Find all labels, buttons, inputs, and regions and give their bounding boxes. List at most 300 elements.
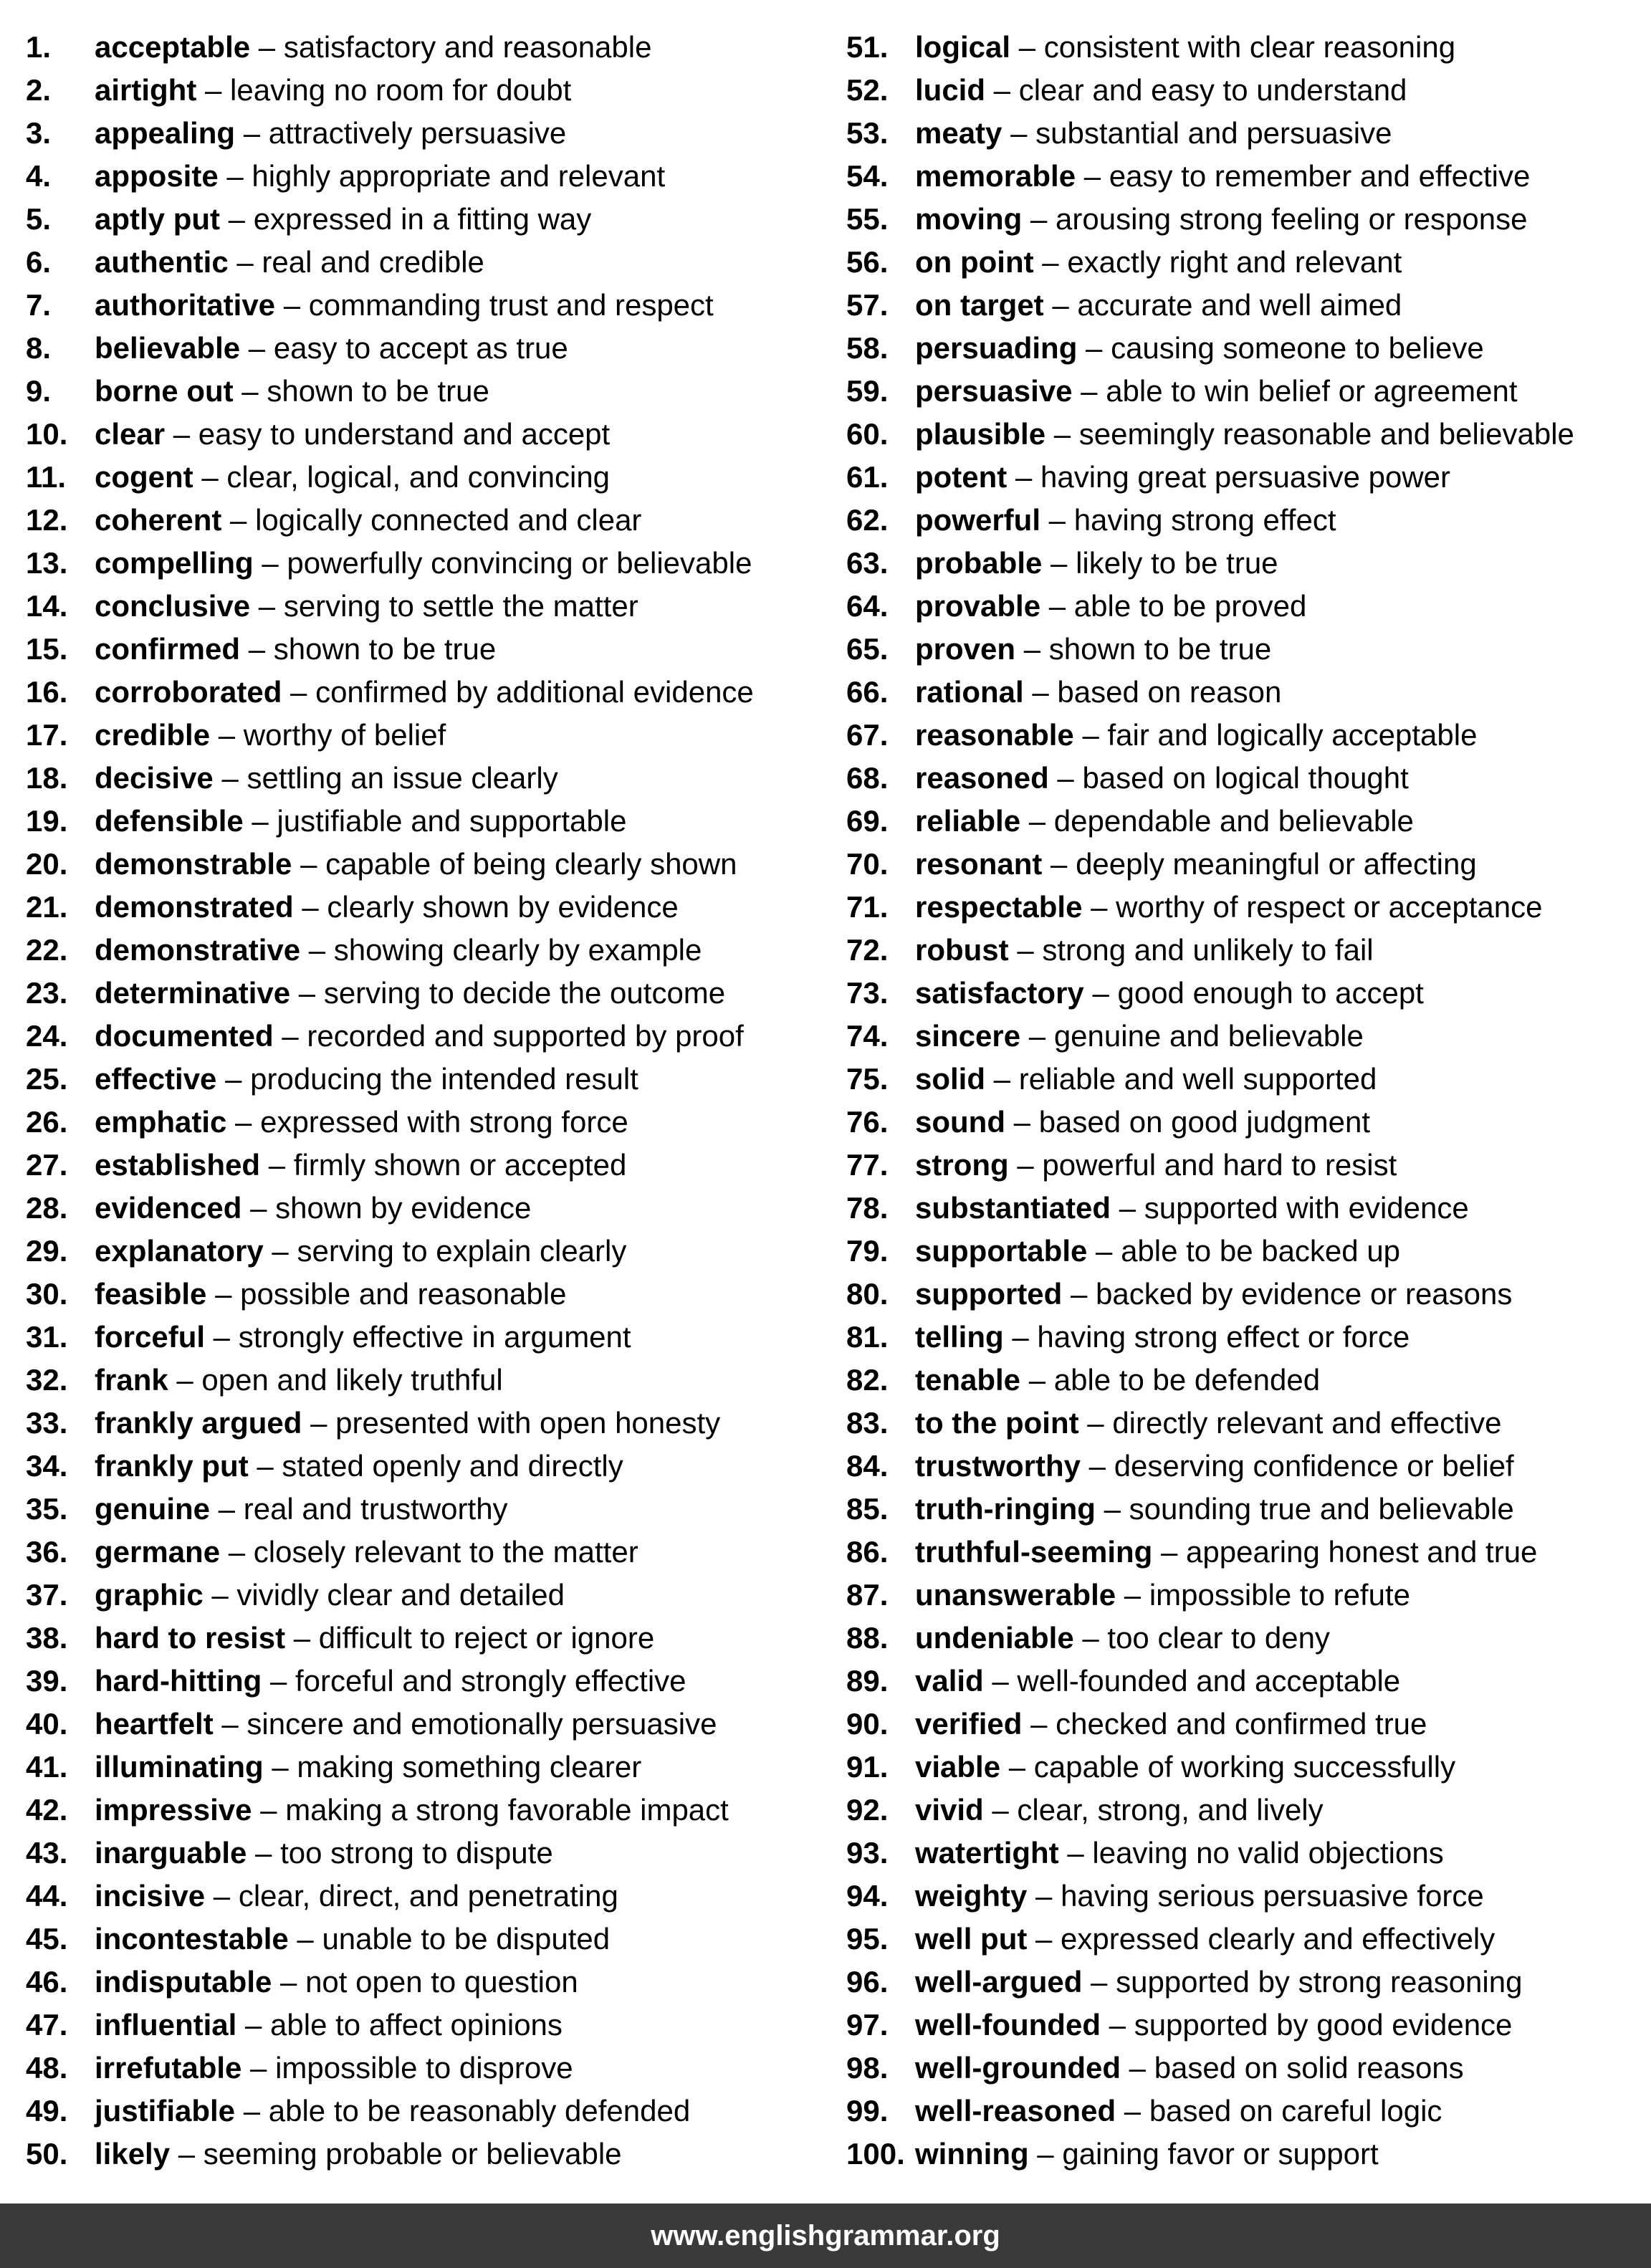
item-separator: – <box>1062 1277 1096 1311</box>
item-separator: – <box>1058 1836 1093 1870</box>
item-number: 23. <box>26 976 68 1010</box>
list-item <box>846 714 1642 757</box>
item-word: clear <box>95 417 166 451</box>
item-definition: strong and unlikely to fail <box>1042 933 1374 967</box>
item-number: 47. <box>26 2008 68 2042</box>
item-separator: – <box>1083 976 1118 1010</box>
item-definition: possible and reasonable <box>240 1277 567 1311</box>
item-text <box>915 972 1424 1015</box>
list-item <box>26 1789 821 1832</box>
list-item <box>26 2004 821 2047</box>
item-separator: – <box>253 546 287 580</box>
item-separator: – <box>226 1105 261 1139</box>
item-number: 28. <box>26 1191 68 1225</box>
list-item <box>26 1230 821 1273</box>
item-definition: powerfully convincing or believable <box>287 546 752 580</box>
item-number: 62. <box>846 503 889 537</box>
item-separator: – <box>1040 589 1074 623</box>
item-number: 16. <box>26 675 68 709</box>
list-item <box>26 1402 821 1445</box>
item-word: appealing <box>95 116 236 150</box>
item-text <box>915 413 1574 456</box>
list-item <box>846 2133 1642 2176</box>
item-separator: – <box>1003 1320 1038 1354</box>
item-word: tenable <box>915 1363 1021 1397</box>
item-number: 26. <box>26 1105 68 1139</box>
item-separator: – <box>1020 1019 1054 1053</box>
item-text <box>95 972 725 1015</box>
item-word: determinative <box>95 976 291 1010</box>
item-word: satisfactory <box>915 976 1084 1010</box>
list-item <box>26 1058 821 1101</box>
item-text <box>915 1875 1484 1918</box>
item-definition: worthy of belief <box>243 718 446 752</box>
item-word: influential <box>95 2008 237 2042</box>
item-definition: sounding true and believable <box>1129 1492 1514 1526</box>
item-word: proven <box>915 632 1016 666</box>
item-number: 73. <box>846 976 889 1010</box>
item-text <box>95 843 737 886</box>
item-definition: supported by good evidence <box>1134 2008 1513 2042</box>
item-number: 9. <box>26 374 52 408</box>
list-item <box>846 1617 1642 1660</box>
item-number: 25. <box>26 1062 68 1096</box>
item-word: truth-ringing <box>915 1492 1096 1526</box>
item-number: 98. <box>846 2051 889 2085</box>
item-definition: checked and confirmed true <box>1056 1707 1427 1741</box>
list-item <box>26 757 821 800</box>
item-definition: dependable and believable <box>1053 804 1414 838</box>
item-definition: based on careful logic <box>1149 2094 1442 2128</box>
item-number: 5. <box>26 202 52 236</box>
item-word: powerful <box>915 503 1040 537</box>
item-definition: clear and easy to understand <box>1018 73 1407 107</box>
list-item <box>846 1531 1642 1574</box>
item-separator: – <box>221 503 256 537</box>
list-item <box>26 2047 821 2090</box>
item-text <box>95 1789 729 1832</box>
item-text <box>95 198 591 241</box>
item-definition: able to win belief or agreement <box>1106 374 1518 408</box>
item-word: effective <box>95 1062 217 1096</box>
item-text <box>915 1058 1377 1101</box>
item-text <box>95 241 484 284</box>
item-word: established <box>95 1148 261 1182</box>
list-item <box>846 1574 1642 1617</box>
item-number: 14. <box>26 589 68 623</box>
item-word: meaty <box>915 116 1002 150</box>
item-number: 82. <box>846 1363 889 1397</box>
item-number: 2. <box>26 73 52 107</box>
item-separator: – <box>1020 804 1054 838</box>
list-item <box>846 413 1642 456</box>
item-number: 57. <box>846 288 889 322</box>
list-item <box>26 499 821 542</box>
item-word: provable <box>915 589 1041 623</box>
item-number: 77. <box>846 1148 889 1182</box>
item-number: 43. <box>26 1836 68 1870</box>
list-item <box>26 714 821 757</box>
item-word: moving <box>915 202 1023 236</box>
list-item <box>846 327 1642 370</box>
footer-website-link[interactable]: www.englishgrammar.org <box>651 2219 1000 2252</box>
item-text <box>95 628 496 671</box>
item-definition: appearing honest and true <box>1186 1535 1538 1569</box>
item-definition: confirmed by additional evidence <box>315 675 754 709</box>
item-text <box>95 1746 641 1789</box>
item-word: aptly put <box>95 202 220 236</box>
list-item <box>846 1359 1642 1402</box>
item-word: coherent <box>95 503 222 537</box>
item-text <box>95 2090 690 2133</box>
item-separator: – <box>170 2137 204 2171</box>
item-number: 48. <box>26 2051 68 2085</box>
item-word: incontestable <box>95 1922 289 1956</box>
item-number: 21. <box>26 890 68 924</box>
item-definition: leaving no valid objections <box>1092 1836 1444 1870</box>
item-word: verified <box>915 1707 1023 1741</box>
item-text <box>95 2004 563 2047</box>
item-text <box>915 2133 1379 2176</box>
item-separator: – <box>1116 1578 1149 1612</box>
list-item <box>26 929 821 972</box>
item-word: persuasive <box>915 374 1073 408</box>
item-definition: causing someone to believe <box>1111 331 1484 365</box>
item-definition: impossible to refute <box>1149 1578 1410 1612</box>
item-definition: presented with open honesty <box>335 1406 721 1440</box>
item-number: 60. <box>846 417 889 451</box>
item-separator: – <box>213 761 247 795</box>
item-definition: justifiable and supportable <box>277 804 627 838</box>
item-text <box>95 757 558 800</box>
item-number: 58. <box>846 331 889 365</box>
list-item <box>26 1832 821 1875</box>
item-number: 70. <box>846 847 889 881</box>
item-separator: – <box>205 1879 239 1913</box>
item-word: irrefutable <box>95 2051 242 2085</box>
item-separator: – <box>260 1148 294 1182</box>
item-text <box>95 1316 631 1359</box>
item-definition: closely relevant to the matter <box>253 1535 638 1569</box>
item-definition: sincere and emotionally persuasive <box>247 1707 717 1741</box>
item-definition: serving to explain clearly <box>297 1234 627 1268</box>
item-separator: – <box>1015 632 1049 666</box>
item-number: 74. <box>846 1019 889 1053</box>
item-number: 42. <box>26 1793 68 1827</box>
item-number: 33. <box>26 1406 68 1440</box>
item-word: well-grounded <box>915 2051 1121 2085</box>
item-separator: – <box>292 847 326 881</box>
item-definition: arousing strong feeling or response <box>1056 202 1528 236</box>
item-word: supported <box>915 1277 1063 1311</box>
item-definition: backed by evidence or reasons <box>1096 1277 1513 1311</box>
item-word: substantiated <box>915 1191 1111 1225</box>
item-text <box>915 1445 1514 1488</box>
item-number: 85. <box>846 1492 889 1526</box>
item-definition: having strong effect or force <box>1037 1320 1410 1354</box>
item-number: 75. <box>846 1062 889 1096</box>
item-definition: expressed in a fitting way <box>253 202 592 236</box>
item-word: illuminating <box>95 1750 264 1784</box>
item-definition: capable of being clearly shown <box>325 847 737 881</box>
item-number: 20. <box>26 847 68 881</box>
item-number: 52. <box>846 73 889 107</box>
item-definition: difficult to reject or ignore <box>318 1621 655 1655</box>
item-definition: unable to be disputed <box>322 1922 611 1956</box>
item-definition: based on solid reasons <box>1154 2051 1464 2085</box>
item-text <box>95 413 610 456</box>
item-text <box>95 1660 686 1703</box>
item-word: forceful <box>95 1320 206 1354</box>
item-separator: – <box>220 1535 254 1569</box>
list-item <box>26 1660 821 1703</box>
item-text <box>95 370 489 413</box>
list-item <box>846 1101 1642 1144</box>
item-word: sincere <box>915 1019 1021 1053</box>
item-definition: recorded and supported by proof <box>307 1019 744 1053</box>
item-separator: – <box>1028 2137 1063 2171</box>
list-item <box>26 2090 821 2133</box>
item-separator: – <box>263 1234 297 1268</box>
item-definition: based on reason <box>1057 675 1282 709</box>
item-number: 24. <box>26 1019 68 1053</box>
item-text <box>915 929 1374 972</box>
item-text <box>95 585 638 628</box>
item-separator: – <box>247 1836 281 1870</box>
item-definition: gaining favor or support <box>1062 2137 1379 2171</box>
list-item <box>846 800 1642 843</box>
item-text <box>95 284 714 327</box>
list-item <box>846 1445 1642 1488</box>
item-number: 41. <box>26 1750 68 1784</box>
item-text <box>915 1015 1364 1058</box>
item-number: 50. <box>26 2137 68 2171</box>
item-word: undeniable <box>915 1621 1074 1655</box>
list-item <box>26 800 821 843</box>
list-item <box>26 1144 821 1187</box>
list-item <box>846 1488 1642 1531</box>
item-definition: clear, strong, and lively <box>1017 1793 1324 1827</box>
item-word: strong <box>915 1148 1009 1182</box>
item-number: 6. <box>26 245 52 279</box>
item-number: 37. <box>26 1578 68 1612</box>
list-item <box>846 112 1642 155</box>
item-text <box>915 1531 1537 1574</box>
item-word: defensible <box>95 804 244 838</box>
item-number: 78. <box>846 1191 889 1225</box>
item-number: 64. <box>846 589 889 623</box>
item-separator: – <box>272 1965 306 1999</box>
item-text <box>915 1918 1495 1961</box>
item-word: weighty <box>915 1879 1028 1913</box>
item-number: 67. <box>846 718 889 752</box>
item-separator: – <box>1078 1406 1113 1440</box>
item-word: airtight <box>95 73 197 107</box>
item-number: 13. <box>26 546 68 580</box>
list-item <box>26 1273 821 1316</box>
item-definition: seeming probable or believable <box>203 2137 622 2171</box>
item-text <box>915 628 1271 671</box>
list-item <box>846 1832 1642 1875</box>
item-word: evidenced <box>95 1191 242 1225</box>
list-item <box>846 2090 1642 2133</box>
item-separator: – <box>210 718 244 752</box>
item-word: robust <box>915 933 1009 967</box>
item-word: unanswerable <box>915 1578 1116 1612</box>
list-item <box>26 1359 821 1402</box>
item-word: persuading <box>915 331 1078 365</box>
item-text <box>915 843 1477 886</box>
item-definition: easy to accept as true <box>273 331 568 365</box>
item-number: 63. <box>846 546 889 580</box>
item-separator: – <box>1022 202 1056 236</box>
item-separator: – <box>273 1019 307 1053</box>
item-definition: having strong effect <box>1073 503 1336 537</box>
item-number: 87. <box>846 1578 889 1612</box>
item-number: 29. <box>26 1234 68 1268</box>
item-separator: – <box>196 73 231 107</box>
item-word: apposite <box>95 159 219 193</box>
list-item <box>26 155 821 198</box>
item-separator: – <box>233 374 267 408</box>
list-item <box>846 671 1642 714</box>
item-text <box>915 1316 1410 1359</box>
item-text <box>915 2047 1464 2090</box>
item-word: borne out <box>95 374 234 408</box>
item-text <box>915 2004 1512 2047</box>
item-number: 99. <box>846 2094 889 2128</box>
item-word: decisive <box>95 761 214 795</box>
item-word: on point <box>915 245 1034 279</box>
item-number: 11. <box>26 460 67 494</box>
list-item <box>846 1015 1642 1058</box>
item-number: 10. <box>26 417 68 451</box>
item-word: hard-hitting <box>95 1664 262 1698</box>
item-text <box>95 1961 578 2004</box>
item-separator: – <box>1027 1922 1061 1956</box>
item-text <box>915 542 1278 585</box>
item-number: 86. <box>846 1535 889 1569</box>
item-number: 71. <box>846 890 889 924</box>
item-separator: – <box>220 202 254 236</box>
item-definition: shown by evidence <box>275 1191 532 1225</box>
item-separator: – <box>203 1578 237 1612</box>
list-item <box>846 2004 1642 2047</box>
item-word: respectable <box>915 890 1083 924</box>
item-definition: forceful and strongly effective <box>295 1664 686 1698</box>
item-word: sound <box>915 1105 1005 1139</box>
item-word: justifiable <box>95 2094 236 2128</box>
item-number: 22. <box>26 933 68 967</box>
item-definition: serving to decide the outcome <box>323 976 726 1010</box>
item-number: 80. <box>846 1277 889 1311</box>
item-number: 76. <box>846 1105 889 1139</box>
item-separator: – <box>168 1363 202 1397</box>
item-word: well-reasoned <box>915 2094 1116 2128</box>
item-number: 81. <box>846 1320 889 1354</box>
item-text <box>95 1273 566 1316</box>
item-number: 1. <box>26 30 52 64</box>
item-word: watertight <box>915 1836 1059 1870</box>
item-definition: real and credible <box>262 245 484 279</box>
item-word: reasonable <box>915 718 1074 752</box>
item-text <box>95 1187 531 1230</box>
item-text <box>915 1660 1400 1703</box>
item-separator: – <box>1042 546 1076 580</box>
item-text <box>915 757 1409 800</box>
item-word: lucid <box>915 73 986 107</box>
item-word: on target <box>915 288 1044 322</box>
item-text <box>95 2047 573 2090</box>
item-separator: – <box>290 976 324 1010</box>
item-separator: – <box>240 632 274 666</box>
item-text <box>915 1230 1400 1273</box>
item-word: resonant <box>915 847 1043 881</box>
item-definition: able to be defended <box>1053 1363 1321 1397</box>
item-text <box>915 241 1402 284</box>
list-item <box>26 112 821 155</box>
item-definition: genuine and believable <box>1053 1019 1364 1053</box>
item-text <box>915 1144 1397 1187</box>
item-separator: – <box>1008 933 1043 967</box>
list-item <box>846 1875 1642 1918</box>
item-definition: firmly shown or accepted <box>293 1148 627 1182</box>
item-separator: – <box>262 1664 295 1698</box>
item-number: 4. <box>26 159 52 193</box>
item-separator: – <box>218 159 252 193</box>
item-number: 72. <box>846 933 889 967</box>
item-separator: – <box>1073 718 1108 752</box>
list-item <box>26 1445 821 1488</box>
item-number: 30. <box>26 1277 68 1311</box>
list-item <box>26 370 821 413</box>
item-word: trustworthy <box>915 1449 1081 1483</box>
item-definition: expressed clearly and effectively <box>1061 1922 1496 1956</box>
item-separator: – <box>1111 1191 1144 1225</box>
item-text <box>95 714 446 757</box>
item-number: 36. <box>26 1535 68 1569</box>
item-word: documented <box>95 1019 274 1053</box>
list-item <box>26 26 821 69</box>
list-item <box>846 542 1642 585</box>
item-word: memorable <box>915 159 1076 193</box>
list-item <box>26 2133 821 2176</box>
item-definition: too clear to deny <box>1107 1621 1330 1655</box>
list-item <box>26 456 821 499</box>
item-text <box>95 1488 508 1531</box>
list-item <box>846 1316 1642 1359</box>
item-word: emphatic <box>95 1105 227 1139</box>
item-text <box>95 155 665 198</box>
item-number: 92. <box>846 1793 889 1827</box>
item-separator: – <box>983 1664 1018 1698</box>
item-text <box>95 671 754 714</box>
item-separator: – <box>1040 503 1074 537</box>
list-item <box>26 1961 821 2004</box>
list-item <box>846 628 1642 671</box>
item-definition: expressed with strong force <box>260 1105 628 1139</box>
item-separator: – <box>252 1793 286 1827</box>
item-definition: clear, direct, and penetrating <box>238 1879 618 1913</box>
item-number: 46. <box>26 1965 68 1999</box>
item-separator: – <box>1082 1965 1116 1999</box>
item-number: 66. <box>846 675 889 709</box>
item-word: graphic <box>95 1578 204 1612</box>
item-word: to the point <box>915 1406 1079 1440</box>
item-text <box>915 327 1484 370</box>
list-item <box>26 1488 821 1531</box>
item-number: 39. <box>26 1664 68 1698</box>
